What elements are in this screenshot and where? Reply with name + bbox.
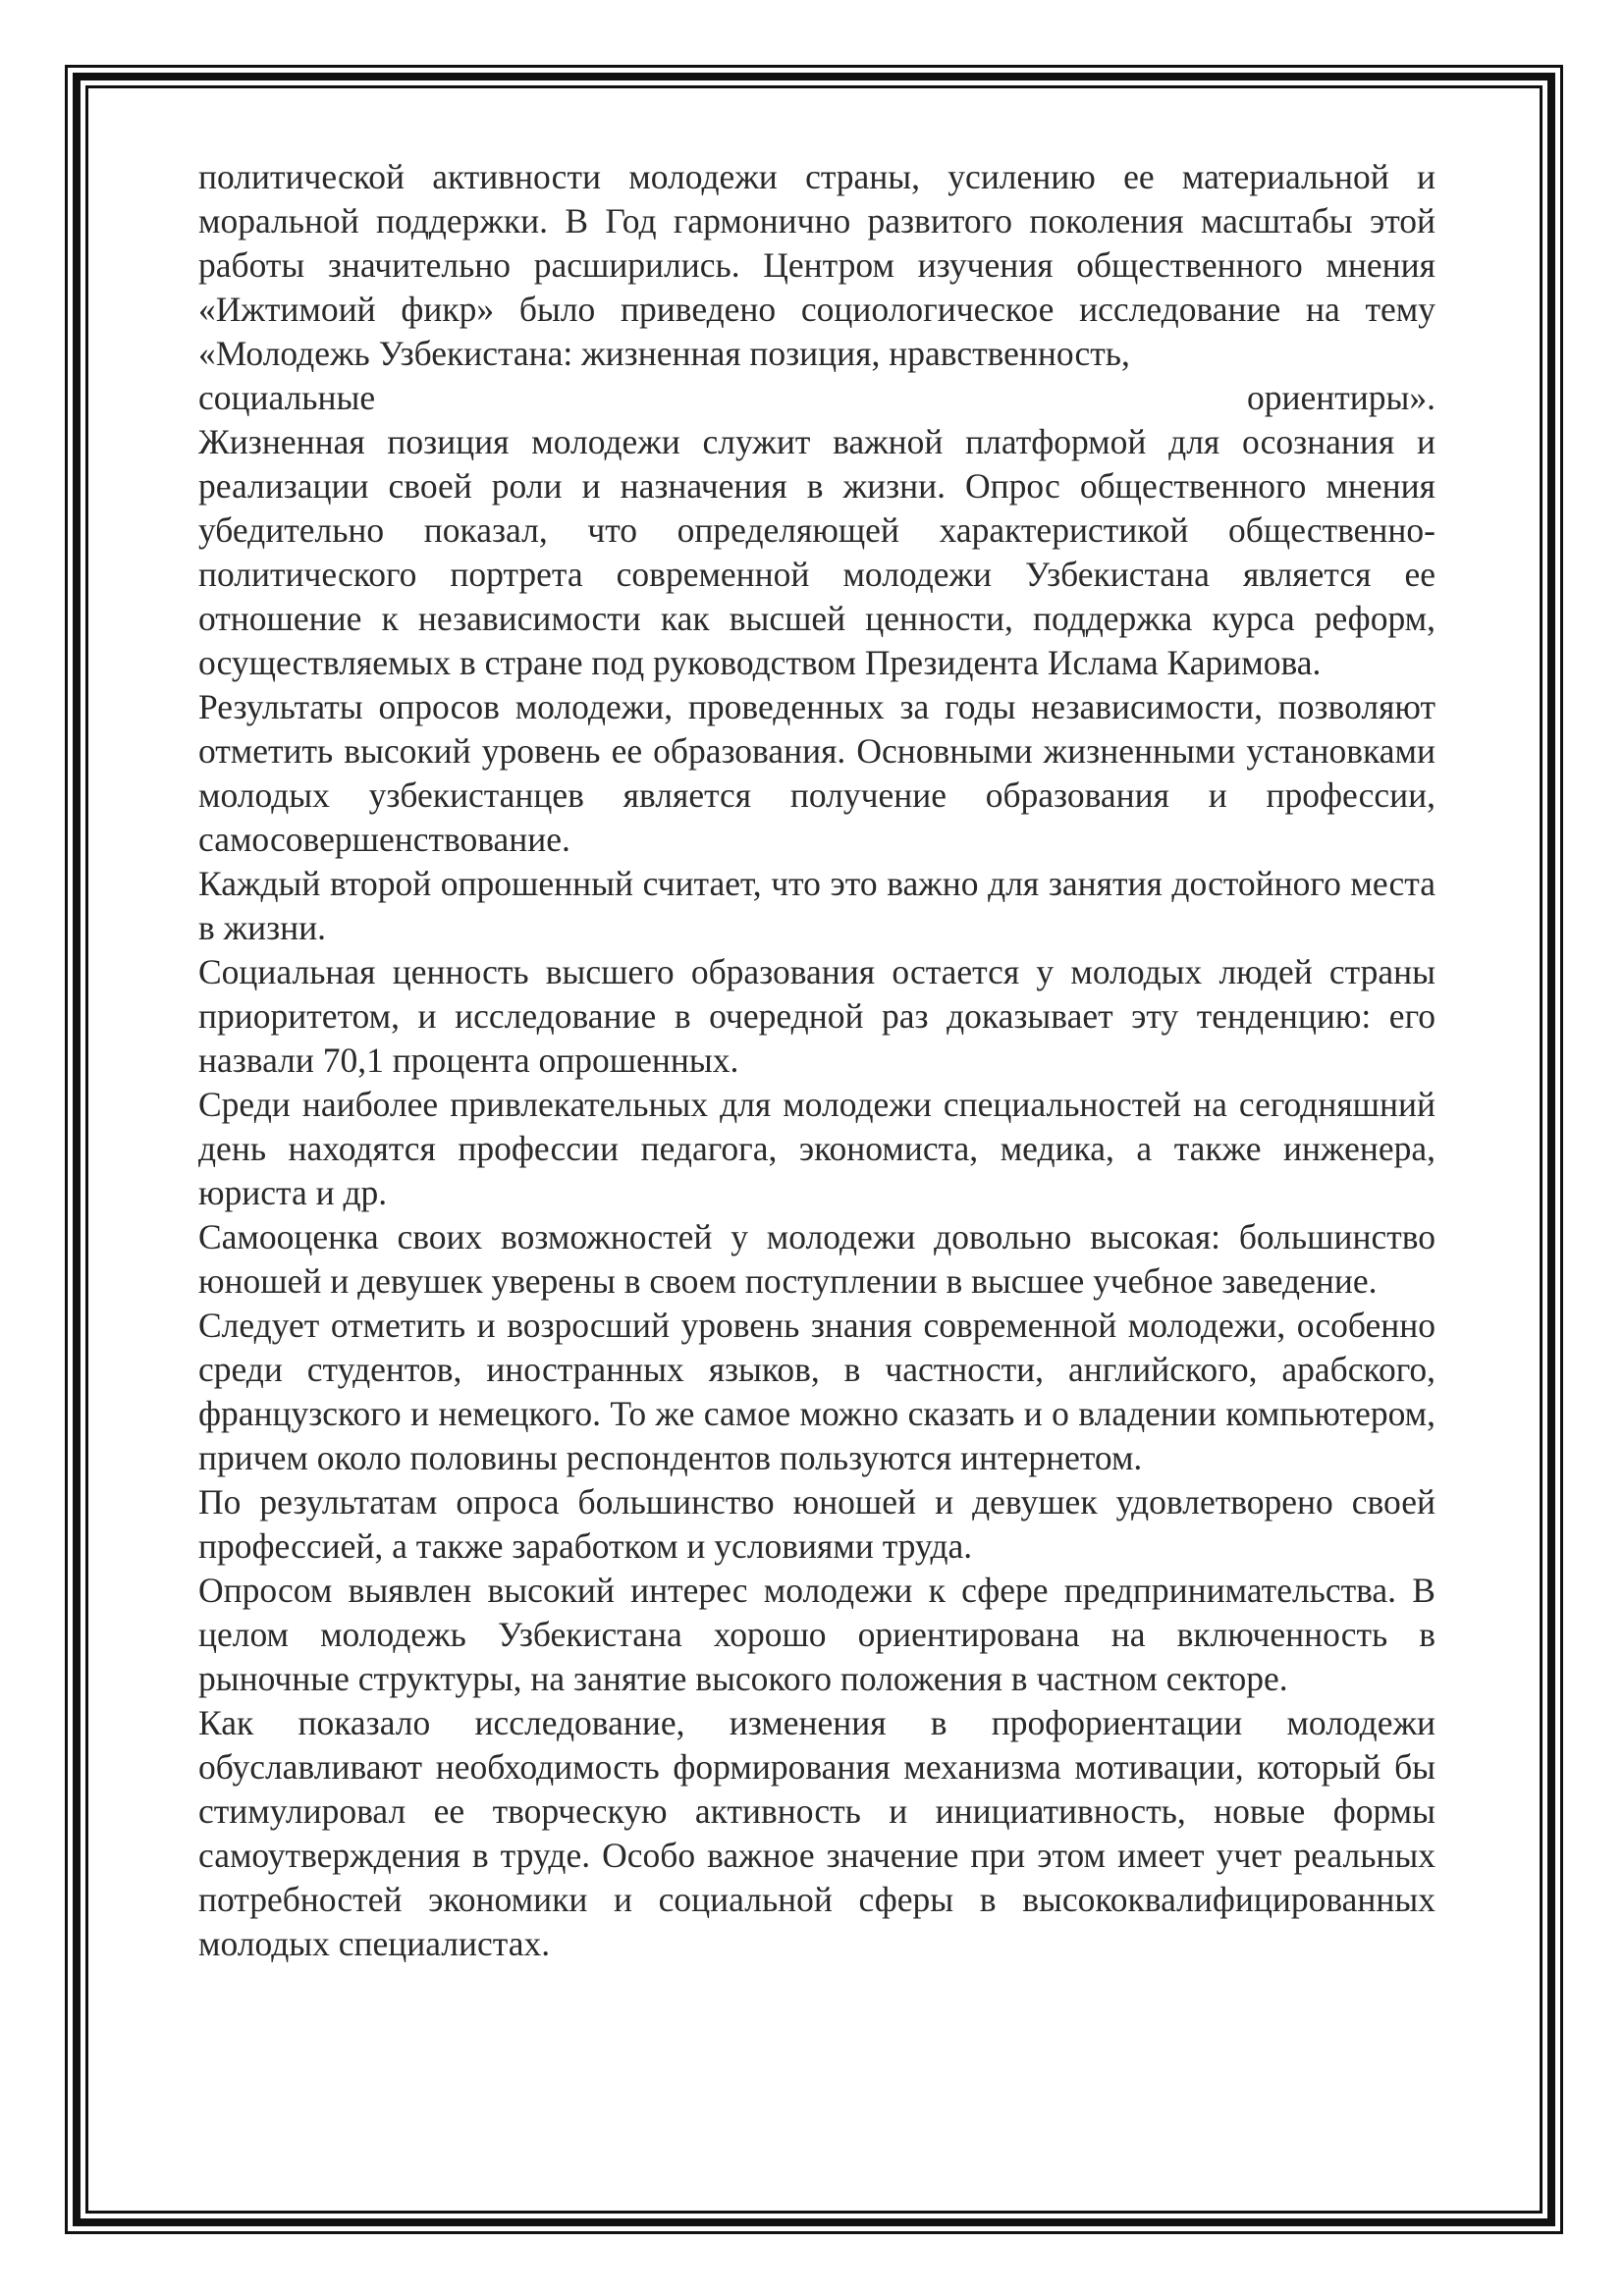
paragraph-3: Результаты опросов молодежи, проведенных за годы независимости, позволяют отметить высокий уровень ее образования. Основными жизненными установками молодых узбекистанцев является получение образования и профессии, самосовершенствование.	[198, 687, 1435, 859]
paragraph-1	[198, 155, 1435, 376]
paragraph-4: Каждый второй опрошенный считает, что это важно для занятия достойного места в жизни.	[198, 864, 1435, 947]
paragraph-1-text: политической активности молодежи страны, усилению ее материальной и моральной поддержки. В Год гармонично развитого поколения масштабы этой работы значительно расширились. Центром изучения общественного мнения «Ижтимоий фикр» было приведено социологическое исследование на тему «Молодежь Узбекистана: жизненная позиция, нравственность,	[198, 157, 1435, 373]
document-body	[198, 155, 1435, 1966]
paragraph-10: Опросом выявлен высокий интерес молодежи к сфере предпринимательства. В целом молодежь Узбекистана хорошо ориентирована на включенность в рыночные структуры, на занятие высокого положения в частном секторе.	[198, 1571, 1435, 1698]
paragraph-2: Жизненная позиция молодежи служит важной платформой для осознания и реализации своей роли и назначения в жизни. Опрос общественного мнения убедительно показал, что определяющей характеристикой общественно-политического портрета современной молодежи Узбекистана является ее отношение к независимости как высшей ценности, поддержка курса реформ, осуществляемых в стране под руководством Президента Ислама Каримова.	[198, 422, 1435, 682]
paragraph-8: Следует отметить и возросший уровень знания современной молодежи, особенно среди студентов, иностранных языков, в частности, английского, арабского, французского и немецкого. То же самое можно сказать и о владении компьютером, причем около половины респондентов пользуются интернетом.	[198, 1306, 1435, 1477]
paragraph-9: По результатам опроса большинство юношей и девушек удовлетворено своей профессией, а также заработком и условиями труда.	[198, 1482, 1435, 1566]
paragraph-6: Среди наиболее привлекательных для молодежи специальностей на сегодняшний день находятся профессии педагога, экономиста, медика, а также инженера, юриста и др.	[198, 1085, 1435, 1212]
paragraph-5: Социальная ценность высшего образования остается у молодых людей страны приоритетом, и исследование в очередной раз доказывает эту тенденцию: его назвали 70,1 процента опрошенных.	[198, 952, 1435, 1080]
paragraph-11: Как показало исследование, изменения в профориентации молодежи обуславливают необходимость формирования механизма мотивации, который бы стимулировал ее творческую активность и инициативность, новые формы самоутверждения в труде. Особо важное значение при этом имеет учет реальных потребностей экономики и социальной сферы в высококвалифицированных молодых специалистах.	[198, 1703, 1435, 1963]
paragraph-1-last-line: социальные ориентиры».	[198, 378, 1435, 417]
paragraph-7: Самооценка своих возможностей у молодежи довольно высокая: большинство юношей и девушек уверены в своем поступлении в высшее учебное заведение.	[198, 1217, 1435, 1301]
